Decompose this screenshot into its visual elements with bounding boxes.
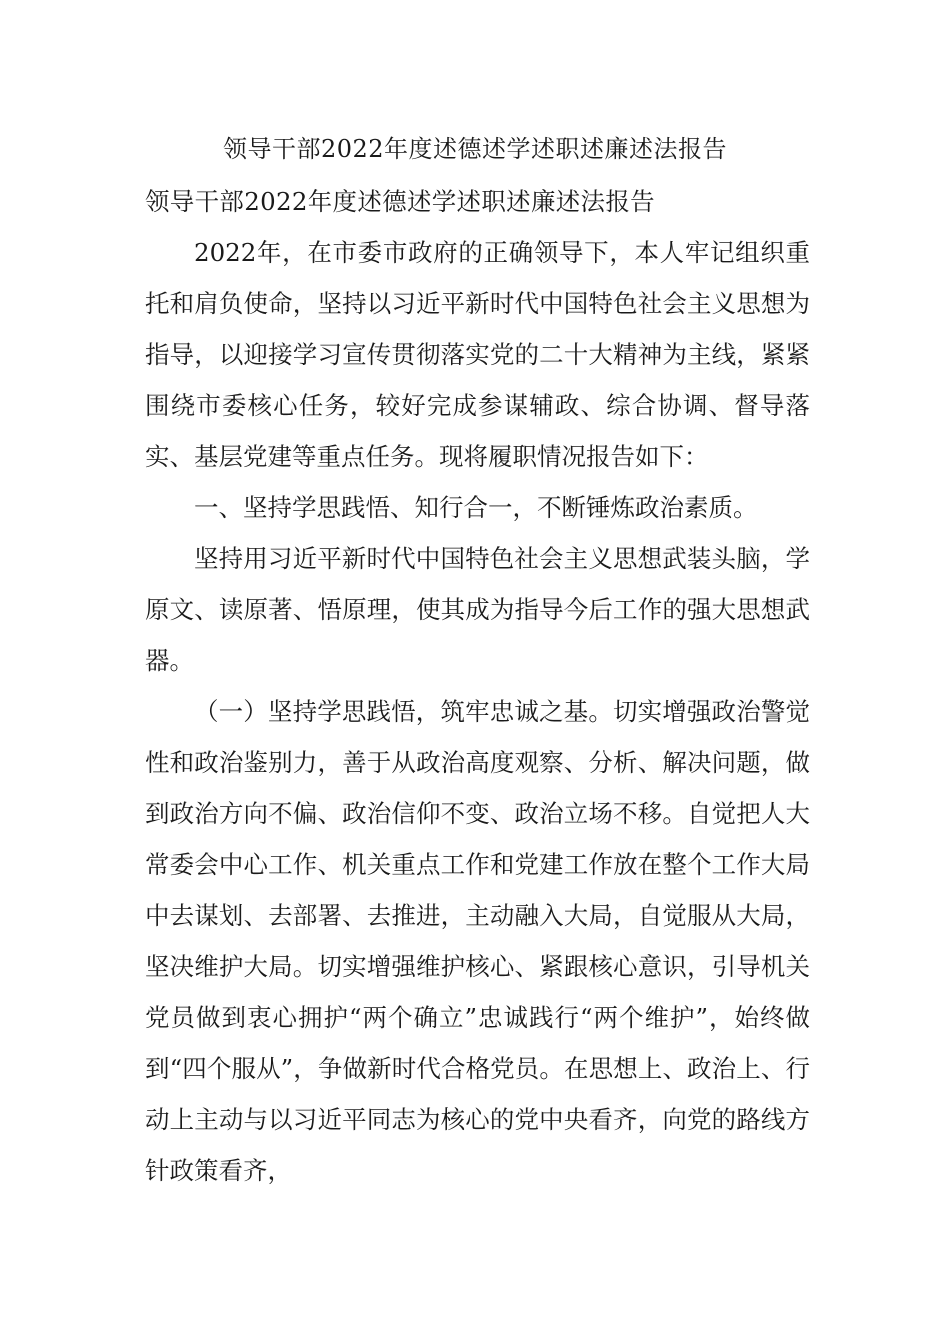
- section-heading-1: 一、坚持学思践悟、知行合一，不断锤炼政治素质。: [194, 493, 758, 522]
- paragraph-subsection-1: （一）坚持学思践悟，筑牢忠诚之基。切实增强政治警觉性和政治鉴别力，善于从政治高度观察、分析、解决问题，做到政治方向不偏、政治信仰不变、政治立场不移。自觉把人大常委会中心工作、机关重点工作和党建工作放在整个工作大局中去谋划、去部署、去推进，主动融入大局，自觉服从大局，坚决维护大局。切实增强维护核心、紧跟核心意识，引导机关党员做到衷心拥护“两个确立”忠诚践行“两个维护”，始终做到“四个服从”，争做新时代合格党员。在思想上、政治上、行动上主动与以习近平同志为核心的党中央看齐，向党的路线方针政策看齐，: [145, 697, 810, 1185]
- document-title: 领导干部2022年度述德述学述职述廉述法报告: [222, 135, 728, 163]
- paragraph-section-1: 坚持用习近平新时代中国特色社会主义思想武装头脑，学原文、读原著、悟原理，使其成为指导今后工作的强大思想武器。: [145, 544, 810, 675]
- document-subtitle: 领导干部2022年度述德述学述职述廉述法报告: [145, 187, 655, 216]
- document-body: [145, 176, 810, 1196]
- paragraph-intro: 2022年，在市委市政府的正确领导下，本人牢记组织重托和肩负使命，坚持以习近平新时代中国特色社会主义思想为指导，以迎接学习宣传贯彻落实党的二十大精神为主线，紧紧围绕市委核心任务，较好完成参谋辅政、综合协调、督导落实、基层党建等重点任务。现将履职情况报告如下：: [145, 238, 810, 471]
